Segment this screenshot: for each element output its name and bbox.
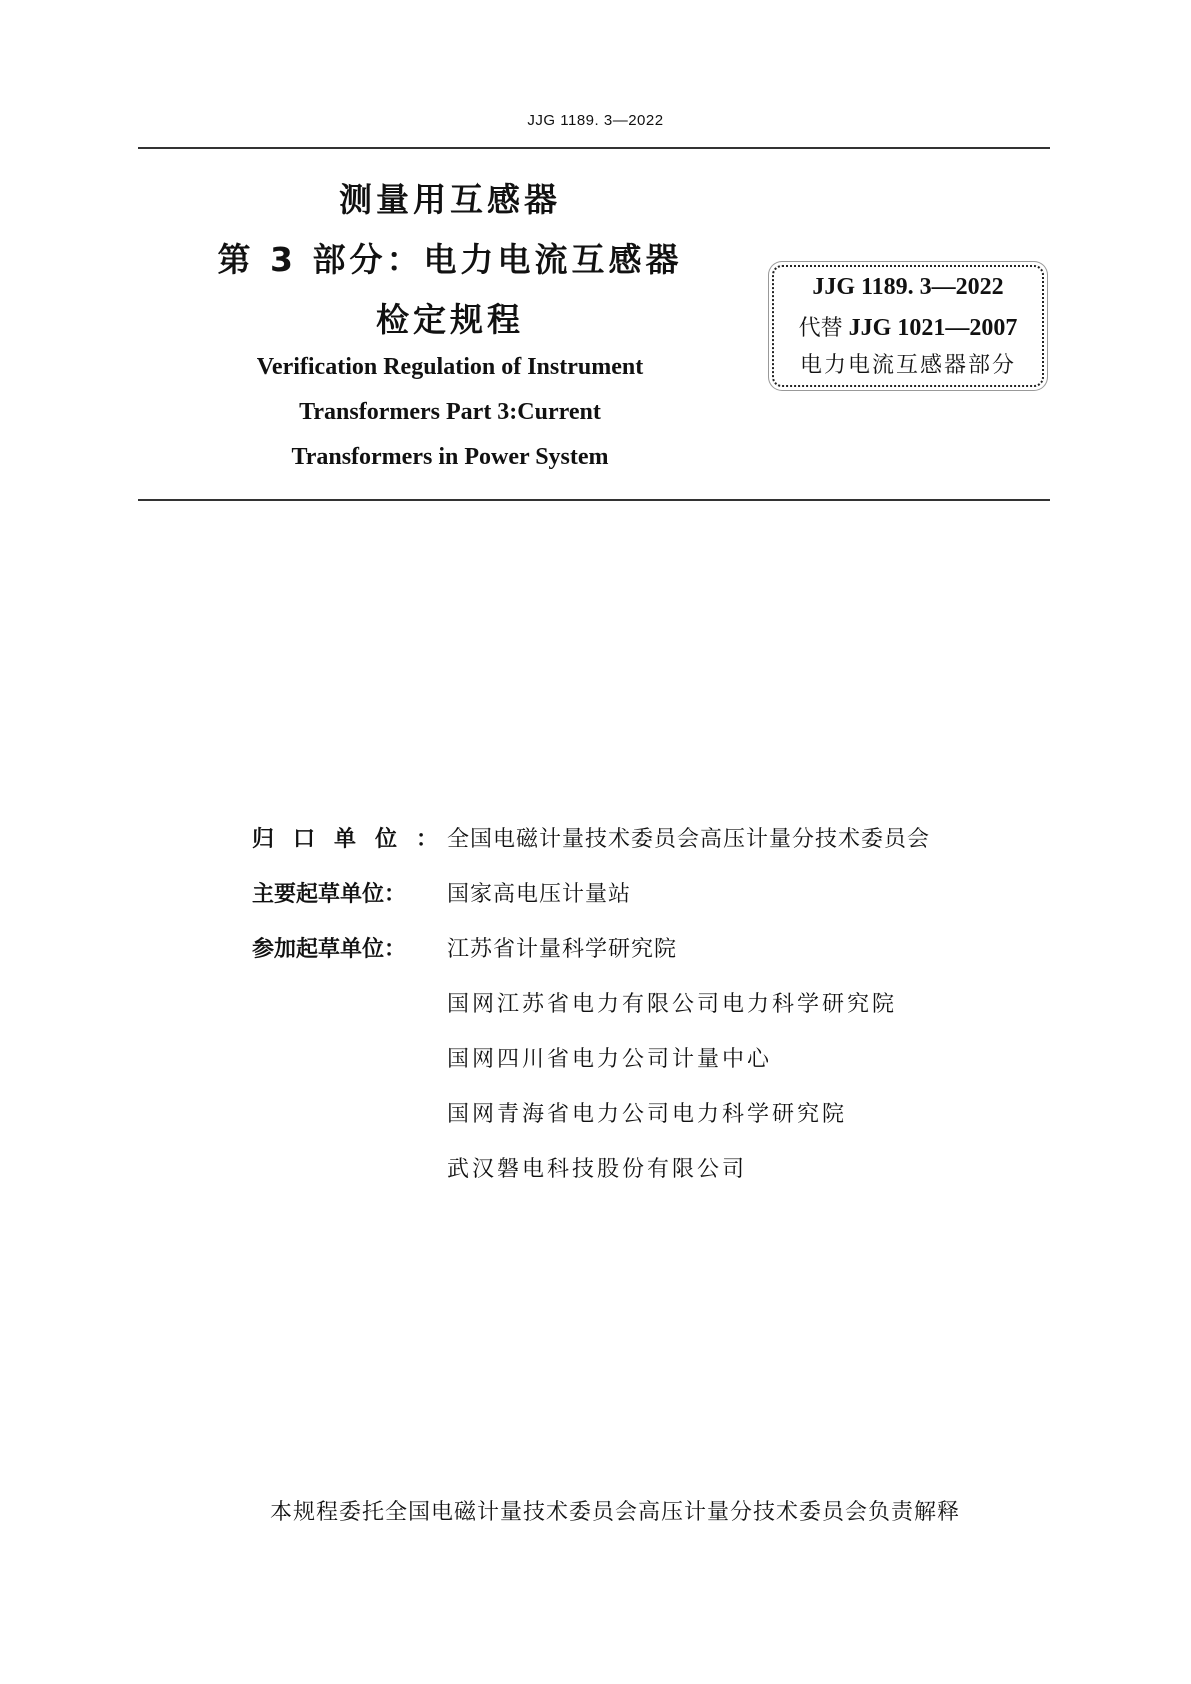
participating-unit-row: [252, 930, 677, 970]
responsible-unit-label: 归口单位：: [252, 827, 458, 852]
interpretation-note: 本规程委托全国电磁计量技术委员会高压计量分技术委员会负责解释: [269, 1500, 960, 1525]
box-standard-code: JJG 1189. 3—2022: [812, 274, 1004, 300]
participating-unit-value-3: 国网四川省电力公司计量中心: [447, 1047, 773, 1072]
main-drafting-unit-label: 主要起草单位：: [252, 882, 407, 907]
cn-title-line-3: 检定规程: [376, 300, 524, 339]
box-replaces-line: [774, 311, 1042, 342]
standard-replacement-box: [772, 265, 1044, 387]
en-title-line-1: Verification Regulation of Instrument: [256, 354, 644, 380]
participating-unit-value-2: 国网江苏省电力有限公司电力科学研究院: [447, 992, 898, 1017]
box-replaces-part: 电力电流互感器部分: [799, 353, 1016, 378]
participating-unit-label: 参加起草单位：: [252, 937, 407, 962]
top-divider: [138, 147, 1050, 149]
participating-unit-value-4: 国网青海省电力公司电力科学研究院: [447, 1102, 848, 1127]
main-drafting-unit-row: [252, 875, 631, 915]
participating-unit-value-1: 江苏省计量科学研究院: [447, 937, 678, 962]
responsible-unit-row: [252, 820, 930, 860]
box-replaces-prefix: 代替: [798, 316, 843, 341]
responsible-unit-value: 全国电磁计量技术委员会高压计量分技术委员会: [447, 827, 931, 852]
cn-title-line-1: 测量用互感器: [339, 180, 561, 219]
bottom-divider: [138, 499, 1050, 501]
box-replaces-code: JJG 1021—2007: [848, 315, 1018, 341]
participating-unit-value-5: 武汉磐电科技股份有限公司: [447, 1157, 748, 1182]
running-header-standard-code: JJG 1189. 3—2022: [527, 112, 664, 129]
en-title-line-2: Transformers Part 3:Current: [299, 399, 601, 425]
main-drafting-unit-value: 国家高电压计量站: [447, 882, 632, 907]
en-title-line-3: Transformers in Power System: [291, 444, 609, 470]
cn-title-line-2: 第 3 部分：电力电流互感器: [217, 240, 683, 279]
